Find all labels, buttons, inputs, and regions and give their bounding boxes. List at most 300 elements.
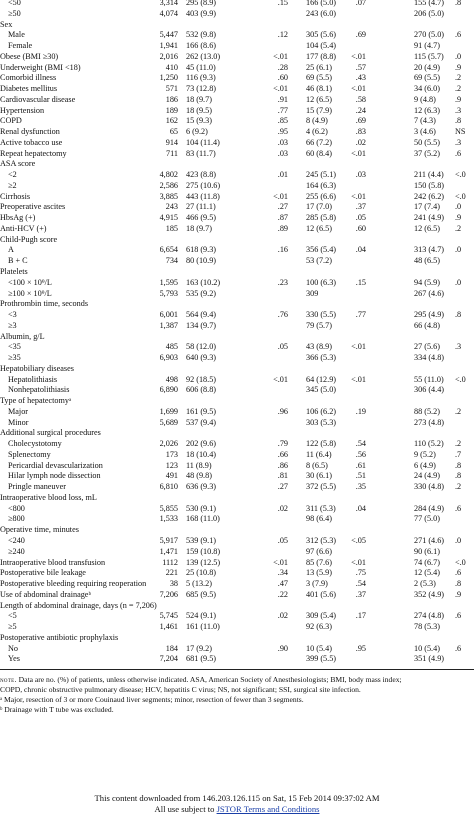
cell-any-infection: 18 (10.4): [186, 449, 217, 459]
cell-deep-ssi: 55 (11.0): [414, 374, 444, 384]
cell-p-value-3: .6: [455, 643, 462, 653]
cell-p-value-1: .89: [277, 223, 288, 233]
cell-superficial-ssi: 46 (8.1): [306, 84, 332, 94]
cell-n: 189: [165, 105, 178, 115]
cell-deep-ssi: 94 (5.9): [414, 277, 440, 287]
note-label: note.: [0, 675, 17, 684]
cell-any-infection: 159 (10.8): [186, 546, 221, 556]
cell-p-value-1: .16: [277, 245, 288, 255]
cell-superficial-ssi: 164 (6.3): [306, 180, 337, 190]
cell-p-value-2: .19: [355, 406, 366, 416]
cell-p-value-3: <.0: [455, 170, 466, 180]
cell-n: 410: [165, 62, 178, 72]
cell-p-value-1: .02: [277, 503, 288, 513]
cell-p-value-2: .77: [355, 310, 366, 320]
cell-n: 123: [165, 460, 178, 470]
cell-superficial-ssi: 64 (12.9): [306, 374, 337, 384]
cell-p-value-2: .04: [355, 245, 366, 255]
row-label: Obese (BMI ≥30): [0, 51, 59, 61]
cell-p-value-3: .0: [455, 202, 462, 212]
cell-p-value-2: .37: [355, 202, 366, 212]
cell-superficial-ssi: 356 (5.4): [306, 245, 337, 255]
cell-p-value-2: .95: [355, 643, 366, 653]
cell-any-infection: 166 (8.6): [186, 41, 217, 51]
row-label: Male: [8, 30, 25, 40]
cell-p-value-2: .35: [355, 482, 366, 492]
cell-superficial-ssi: 12 (6.5): [306, 94, 332, 104]
cell-p-value-1: .03: [277, 137, 288, 147]
row-label: ≥100 × 10⁹/L: [8, 288, 52, 298]
cell-p-value-1: .15: [277, 0, 288, 7]
cell-deep-ssi: 50 (5.5): [414, 137, 440, 147]
cell-deep-ssi: 211 (4.4): [414, 170, 444, 180]
cell-deep-ssi: 270 (5.0): [414, 30, 445, 40]
cell-any-infection: 161 (9.5): [186, 406, 217, 416]
cell-any-infection: 27 (11.1): [186, 202, 216, 212]
cell-n: 734: [165, 256, 178, 266]
cell-p-value-2: .83: [355, 127, 366, 137]
cell-deep-ssi: 7 (4.3): [414, 116, 436, 126]
cell-n: 5,447: [159, 30, 178, 40]
cell-deep-ssi: 150 (5.8): [414, 180, 445, 190]
cell-p-value-2: .03: [355, 170, 366, 180]
cell-p-value-3: NS: [455, 127, 466, 137]
row-label: Minor: [8, 417, 29, 427]
cell-p-value-1: .05: [277, 342, 288, 352]
cell-superficial-ssi: 97 (6.6): [306, 546, 332, 556]
cell-p-value-3: .9: [455, 62, 462, 72]
row-label: Hepatolithiasis: [8, 374, 58, 384]
cell-superficial-ssi: 15 (7.9): [306, 105, 332, 115]
cell-p-value-1: .79: [277, 439, 288, 449]
cell-n: 3,314: [159, 0, 178, 7]
row-label: Active tobacco use: [0, 137, 63, 147]
cell-any-infection: 134 (9.7): [186, 320, 217, 330]
cell-p-value-2: .54: [355, 439, 366, 449]
row-label: <240: [8, 536, 25, 545]
cell-p-value-2: .61: [355, 460, 366, 470]
cell-superficial-ssi: 43 (8.9): [306, 342, 332, 352]
row-label: Use of abdominal drainageᵇ: [0, 589, 91, 599]
cell-deep-ssi: 330 (4.8): [414, 482, 445, 492]
cell-n: 711: [166, 148, 178, 158]
cell-any-infection: 15 (9.3): [186, 116, 212, 126]
cell-any-infection: 564 (9.4): [186, 310, 217, 320]
cell-n: 5,855: [159, 503, 178, 513]
cell-deep-ssi: 271 (4.6): [414, 536, 445, 545]
row-label: ≥50: [8, 8, 21, 18]
row-label: Additional surgical procedures: [0, 428, 101, 438]
cell-p-value-2: .58: [355, 94, 366, 104]
cell-deep-ssi: 313 (4.7): [414, 245, 445, 255]
cell-superficial-ssi: 312 (5.3): [306, 536, 337, 545]
cell-any-infection: 18 (9.5): [186, 105, 212, 115]
cell-p-value-1: <.01: [273, 191, 288, 201]
cell-n: 914: [165, 137, 178, 147]
cell-any-infection: 535 (9.2): [186, 288, 217, 298]
cell-superficial-ssi: 30 (6.1): [306, 471, 332, 481]
cell-p-value-1: .91: [277, 94, 288, 104]
cell-deep-ssi: 91 (4.7): [414, 41, 440, 51]
cell-superficial-ssi: 100 (6.3): [306, 277, 337, 287]
cell-p-value-1: .47: [277, 579, 288, 589]
cell-n: 4,802: [159, 170, 178, 180]
cell-deep-ssi: 24 (4.9): [414, 471, 440, 481]
cell-deep-ssi: 74 (6.7): [414, 557, 440, 567]
row-label: Sex: [0, 19, 13, 29]
row-label: Major: [8, 406, 29, 416]
cell-p-value-3: .9: [455, 213, 462, 223]
cell-deep-ssi: 27 (5.6): [414, 342, 440, 352]
cell-p-value-1: .86: [277, 460, 288, 470]
cell-any-infection: 18 (9.7): [186, 223, 212, 233]
row-label: ≥5: [8, 622, 17, 632]
row-label: ≥3: [8, 320, 17, 330]
cell-deep-ssi: 2 (5.3): [414, 579, 436, 589]
cell-p-value-1: .27: [277, 482, 288, 492]
row-label: Platelets: [0, 267, 28, 276]
cell-p-value-3: .6: [455, 568, 462, 578]
cell-any-infection: 11 (8.9): [186, 460, 212, 470]
cell-any-infection: 443 (11.8): [186, 191, 220, 201]
cell-superficial-ssi: 8 (4.9): [306, 116, 328, 126]
cell-any-infection: 403 (9.9): [186, 8, 217, 18]
row-label: Underweight (BMI <18): [0, 62, 81, 72]
footnote-a: ᵃ Major, resection of 3 or more Couinaud liver segments; minor, resection of fewer than 3 segments.: [0, 695, 304, 704]
cell-n: 1,595: [159, 277, 178, 287]
cell-any-infection: 275 (10.6): [186, 180, 221, 190]
cell-superficial-ssi: 366 (5.3): [306, 353, 337, 363]
cell-deep-ssi: 284 (4.9): [414, 503, 445, 513]
cell-n: 4,915: [159, 213, 178, 223]
row-label: HbsAg (+): [0, 213, 36, 223]
cell-n: 1,250: [159, 73, 178, 83]
row-label: Child-Pugh score: [0, 234, 58, 244]
row-label: Pringle maneuver: [8, 482, 66, 492]
cell-n: 173: [165, 449, 178, 459]
row-label: Prothrombin time, seconds: [0, 299, 89, 309]
cell-any-infection: 681 (9.5): [186, 654, 217, 664]
row-label: Albumin, g/L: [0, 331, 45, 341]
row-label: <5: [8, 611, 17, 621]
cell-n: 5,689: [159, 417, 178, 427]
cell-superficial-ssi: 243 (6.0): [306, 8, 337, 18]
cell-superficial-ssi: 17 (7.0): [306, 202, 332, 212]
cell-n: 1,533: [159, 514, 178, 524]
cell-n: 6,654: [159, 245, 178, 255]
cell-superficial-ssi: 122 (5.8): [306, 439, 337, 449]
cell-n: 1,471: [159, 546, 178, 556]
cell-any-infection: 163 (10.2): [186, 277, 221, 287]
cell-deep-ssi: 78 (5.3): [414, 622, 440, 632]
cell-p-value-1: .85: [277, 116, 288, 126]
cell-deep-ssi: 352 (4.9): [414, 589, 445, 599]
cell-n: 7,204: [159, 654, 178, 664]
cell-superficial-ssi: 305 (5.6): [306, 30, 337, 40]
cell-p-value-1: .23: [277, 277, 288, 287]
cell-n: 6,810: [159, 482, 178, 492]
cell-any-infection: 539 (9.1): [186, 536, 217, 545]
cell-p-value-3: .9: [455, 94, 462, 104]
cell-p-value-1: .28: [277, 62, 288, 72]
cell-superficial-ssi: 177 (8.8): [306, 51, 337, 61]
cell-p-value-2: .43: [355, 73, 366, 83]
cell-deep-ssi: 110 (5.2): [414, 439, 444, 449]
cell-p-value-3: .3: [455, 342, 462, 352]
cell-p-value-3: .2: [455, 482, 462, 492]
cell-deep-ssi: 48 (6.5): [414, 256, 440, 266]
cell-p-value-2: <.05: [351, 536, 366, 545]
cell-p-value-1: .77: [277, 105, 288, 115]
cell-p-value-3: .7: [455, 449, 462, 459]
cell-superficial-ssi: 330 (5.5): [306, 310, 337, 320]
row-label: Splenectomy: [8, 449, 51, 459]
cell-p-value-2: .57: [355, 62, 366, 72]
cell-superficial-ssi: 92 (6.3): [306, 622, 332, 632]
cell-n: 2,026: [159, 439, 178, 449]
cell-any-infection: 530 (9.1): [186, 503, 217, 513]
row-label: Hepatobiliary diseases: [0, 363, 74, 373]
cell-p-value-1: .60: [277, 73, 288, 83]
cell-p-value-2: .15: [355, 277, 366, 287]
cell-deep-ssi: 69 (5.5): [414, 73, 440, 83]
cell-n: 571: [165, 84, 178, 94]
cell-deep-ssi: 242 (6.2): [414, 191, 445, 201]
cell-superficial-ssi: 309: [306, 288, 319, 298]
cell-any-infection: 92 (18.5): [186, 374, 217, 384]
cell-any-infection: 423 (8.8): [186, 170, 217, 180]
cell-deep-ssi: 12 (5.4): [414, 568, 440, 578]
cell-n: 65: [169, 127, 178, 137]
row-label: Anti-HCV (+): [0, 223, 47, 233]
cell-p-value-1: .05: [277, 536, 288, 545]
cell-any-infection: 104 (11.4): [186, 137, 220, 147]
row-label: <3: [8, 310, 17, 320]
cell-n: 1,941: [159, 41, 178, 51]
cell-deep-ssi: 3 (4.6): [414, 127, 436, 137]
row-label: Yes: [8, 654, 20, 664]
note-text: Data are no. (%) of patients, unless otherwise indicated. ASA, American Society of Anesthesiologists; BMI, body mass index;: [18, 675, 402, 684]
cell-p-value-2: .37: [355, 589, 366, 599]
cell-p-value-2: .75: [355, 568, 366, 578]
cell-n: 185: [165, 223, 178, 233]
jstor-terms-link[interactable]: JSTOR Terms and Conditions: [216, 804, 320, 814]
cell-p-value-2: .56: [355, 449, 366, 459]
row-label: Nonhepatolithiasis: [8, 385, 70, 395]
cell-n: 186: [165, 94, 178, 104]
cell-deep-ssi: 34 (6.0): [414, 84, 440, 94]
cell-p-value-1: .95: [277, 127, 288, 137]
cell-p-value-3: .2: [455, 73, 462, 83]
cell-p-value-2: <.01: [351, 557, 366, 567]
cell-p-value-3: <.0: [455, 374, 466, 384]
cell-deep-ssi: 17 (7.4): [414, 202, 440, 212]
table-notes: [0, 675, 474, 715]
row-label: <2: [8, 170, 17, 180]
cell-any-infection: 606 (8.8): [186, 385, 217, 395]
row-label: ≥800: [8, 514, 25, 524]
cell-p-value-3: .2: [455, 439, 462, 449]
cell-any-infection: 262 (13.0): [186, 51, 221, 61]
row-label: <800: [8, 503, 25, 513]
row-label: <35: [8, 342, 21, 352]
cell-p-value-1: .22: [277, 589, 288, 599]
cell-deep-ssi: 88 (5.2): [414, 406, 440, 416]
cell-superficial-ssi: 309 (5.4): [306, 611, 337, 621]
cell-superficial-ssi: 13 (5.9): [306, 568, 332, 578]
cell-any-infection: 6 (9.2): [186, 127, 208, 137]
cell-any-infection: 161 (11.0): [186, 622, 220, 632]
row-label: ≥240: [8, 546, 25, 556]
cell-superficial-ssi: 4 (6.2): [306, 127, 328, 137]
cell-superficial-ssi: 104 (5.4): [306, 41, 337, 51]
cell-any-infection: 73 (12.8): [186, 84, 217, 94]
cell-n: 498: [165, 374, 178, 384]
cell-any-infection: 83 (11.7): [186, 148, 216, 158]
cell-p-value-3: .6: [455, 30, 462, 40]
cell-superficial-ssi: 66 (7.2): [306, 137, 332, 147]
cell-deep-ssi: 306 (4.4): [414, 385, 445, 395]
cell-p-value-3: .9: [455, 589, 462, 599]
cell-p-value-2: .17: [355, 611, 366, 621]
cell-n: 1,387: [159, 320, 178, 330]
cell-deep-ssi: 206 (5.0): [414, 8, 445, 18]
cell-p-value-2: <.01: [351, 148, 366, 158]
cell-p-value-3: <.0: [455, 557, 466, 567]
cell-any-infection: 45 (11.0): [186, 62, 216, 72]
row-label: ≥2: [8, 180, 17, 190]
cell-superficial-ssi: 69 (5.5): [306, 73, 332, 83]
cell-p-value-3: .8: [455, 0, 462, 7]
cell-n: 485: [165, 342, 178, 352]
cell-p-value-3: .8: [455, 310, 462, 320]
cell-p-value-3: .6: [455, 503, 462, 513]
table-bottom-rule: [0, 669, 474, 670]
cell-p-value-3: .3: [455, 105, 462, 115]
cell-superficial-ssi: 10 (5.4): [306, 643, 332, 653]
row-label: <50: [8, 0, 21, 7]
cell-p-value-3: .8: [455, 579, 462, 589]
cell-superficial-ssi: 166 (5.0): [306, 0, 337, 7]
cell-superficial-ssi: 60 (8.4): [306, 148, 332, 158]
row-label: Postoperative bile leakage: [0, 568, 86, 578]
cell-deep-ssi: 90 (6.1): [414, 546, 440, 556]
cell-superficial-ssi: 345 (5.0): [306, 385, 337, 395]
cell-superficial-ssi: 245 (5.1): [306, 170, 337, 180]
cell-n: 5,745: [159, 611, 178, 621]
cell-p-value-2: .54: [355, 579, 366, 589]
cell-p-value-1: <.01: [273, 374, 288, 384]
row-label: Preoperative ascites: [0, 202, 66, 212]
cell-deep-ssi: 274 (4.8): [414, 611, 445, 621]
row-label: B + C: [8, 256, 28, 266]
cell-n: 162: [165, 116, 178, 126]
cell-p-value-3: .0: [455, 277, 462, 287]
row-label: Cardiovascular disease: [0, 94, 76, 104]
cell-p-value-3: .8: [455, 116, 462, 126]
cell-p-value-3: .8: [455, 460, 462, 470]
cell-any-infection: 466 (9.5): [186, 213, 217, 223]
cell-p-value-2: .69: [355, 116, 366, 126]
row-label: Cholecystotomy: [8, 439, 62, 449]
download-notice: This content downloaded from 146.203.126.115 on Sat, 15 Feb 2014 09:37:02 AM: [94, 793, 380, 803]
row-label: ≥35: [8, 353, 21, 363]
cell-deep-ssi: 155 (4.7): [414, 0, 445, 7]
cell-n: 243: [165, 202, 178, 212]
cell-deep-ssi: 115 (5.7): [414, 51, 444, 61]
row-label: Cirrhosis: [0, 191, 31, 201]
cell-n: 491: [165, 471, 178, 481]
cell-p-value-1: .27: [277, 202, 288, 212]
cell-p-value-1: .12: [277, 30, 288, 40]
cell-deep-ssi: 273 (4.8): [414, 417, 445, 427]
cell-any-infection: 5 (13.2): [186, 579, 212, 589]
cell-p-value-3: .0: [455, 51, 462, 61]
cell-deep-ssi: 9 (4.8): [414, 94, 436, 104]
cell-any-infection: 537 (9.4): [186, 417, 217, 427]
cell-n: 6,903: [159, 353, 178, 363]
cell-p-value-1: .66: [277, 449, 288, 459]
cell-p-value-2: .02: [355, 137, 366, 147]
cell-superficial-ssi: 311 (5.3): [306, 503, 336, 513]
row-label: Comorbid illness: [0, 73, 57, 83]
cell-superficial-ssi: 372 (5.5): [306, 482, 337, 492]
cell-deep-ssi: 351 (4.9): [414, 654, 445, 664]
cell-superficial-ssi: 12 (6.5): [306, 223, 332, 233]
row-label: Pericardial devascularization: [8, 460, 103, 470]
cell-p-value-2: <.01: [351, 342, 366, 352]
row-label: Diabetes mellitus: [0, 84, 58, 94]
cell-p-value-3: .0: [455, 245, 462, 255]
cell-p-value-3: .2: [455, 406, 462, 416]
cell-superficial-ssi: 25 (6.1): [306, 62, 332, 72]
cell-superficial-ssi: 401 (5.6): [306, 589, 337, 599]
cell-deep-ssi: 12 (6.5): [414, 223, 440, 233]
cell-any-infection: 618 (9.3): [186, 245, 217, 255]
cell-n: 184: [165, 643, 178, 653]
cell-p-value-2: .07: [355, 0, 366, 7]
cell-deep-ssi: 334 (4.8): [414, 353, 445, 363]
cell-superficial-ssi: 106 (6.2): [306, 406, 337, 416]
cell-p-value-2: .69: [355, 30, 366, 40]
row-label: COPD: [0, 116, 22, 126]
cell-p-value-1: <.01: [273, 51, 288, 61]
cell-n: 7,206: [159, 589, 178, 599]
cell-superficial-ssi: 285 (5.8): [306, 213, 337, 223]
cell-p-value-1: <.01: [273, 557, 288, 567]
row-label: ASA score: [0, 159, 36, 169]
cell-n: 2,016: [159, 51, 178, 61]
cell-superficial-ssi: 303 (5.3): [306, 417, 337, 427]
cell-any-infection: 295 (8.9): [186, 0, 217, 7]
cell-any-infection: 17 (9.2): [186, 643, 212, 653]
cell-deep-ssi: 6 (4.9): [414, 460, 436, 470]
cell-any-infection: 532 (9.8): [186, 30, 217, 40]
cell-p-value-3: .3: [455, 137, 462, 147]
cell-any-infection: 636 (9.3): [186, 482, 217, 492]
jstor-footer: [0, 793, 474, 815]
cell-deep-ssi: 12 (6.3): [414, 105, 440, 115]
cell-n: 4,074: [159, 8, 178, 18]
row-label: Hilar lymph node dissection: [8, 471, 101, 481]
cell-superficial-ssi: 53 (7.2): [306, 256, 332, 266]
cell-deep-ssi: 9 (5.2): [414, 449, 436, 459]
cell-p-value-2: .05: [355, 213, 366, 223]
cell-deep-ssi: 37 (5.2): [414, 148, 440, 158]
cell-superficial-ssi: 8 (6.5): [306, 460, 328, 470]
cell-n: 6,890: [159, 385, 178, 395]
cell-deep-ssi: 20 (4.9): [414, 62, 440, 72]
